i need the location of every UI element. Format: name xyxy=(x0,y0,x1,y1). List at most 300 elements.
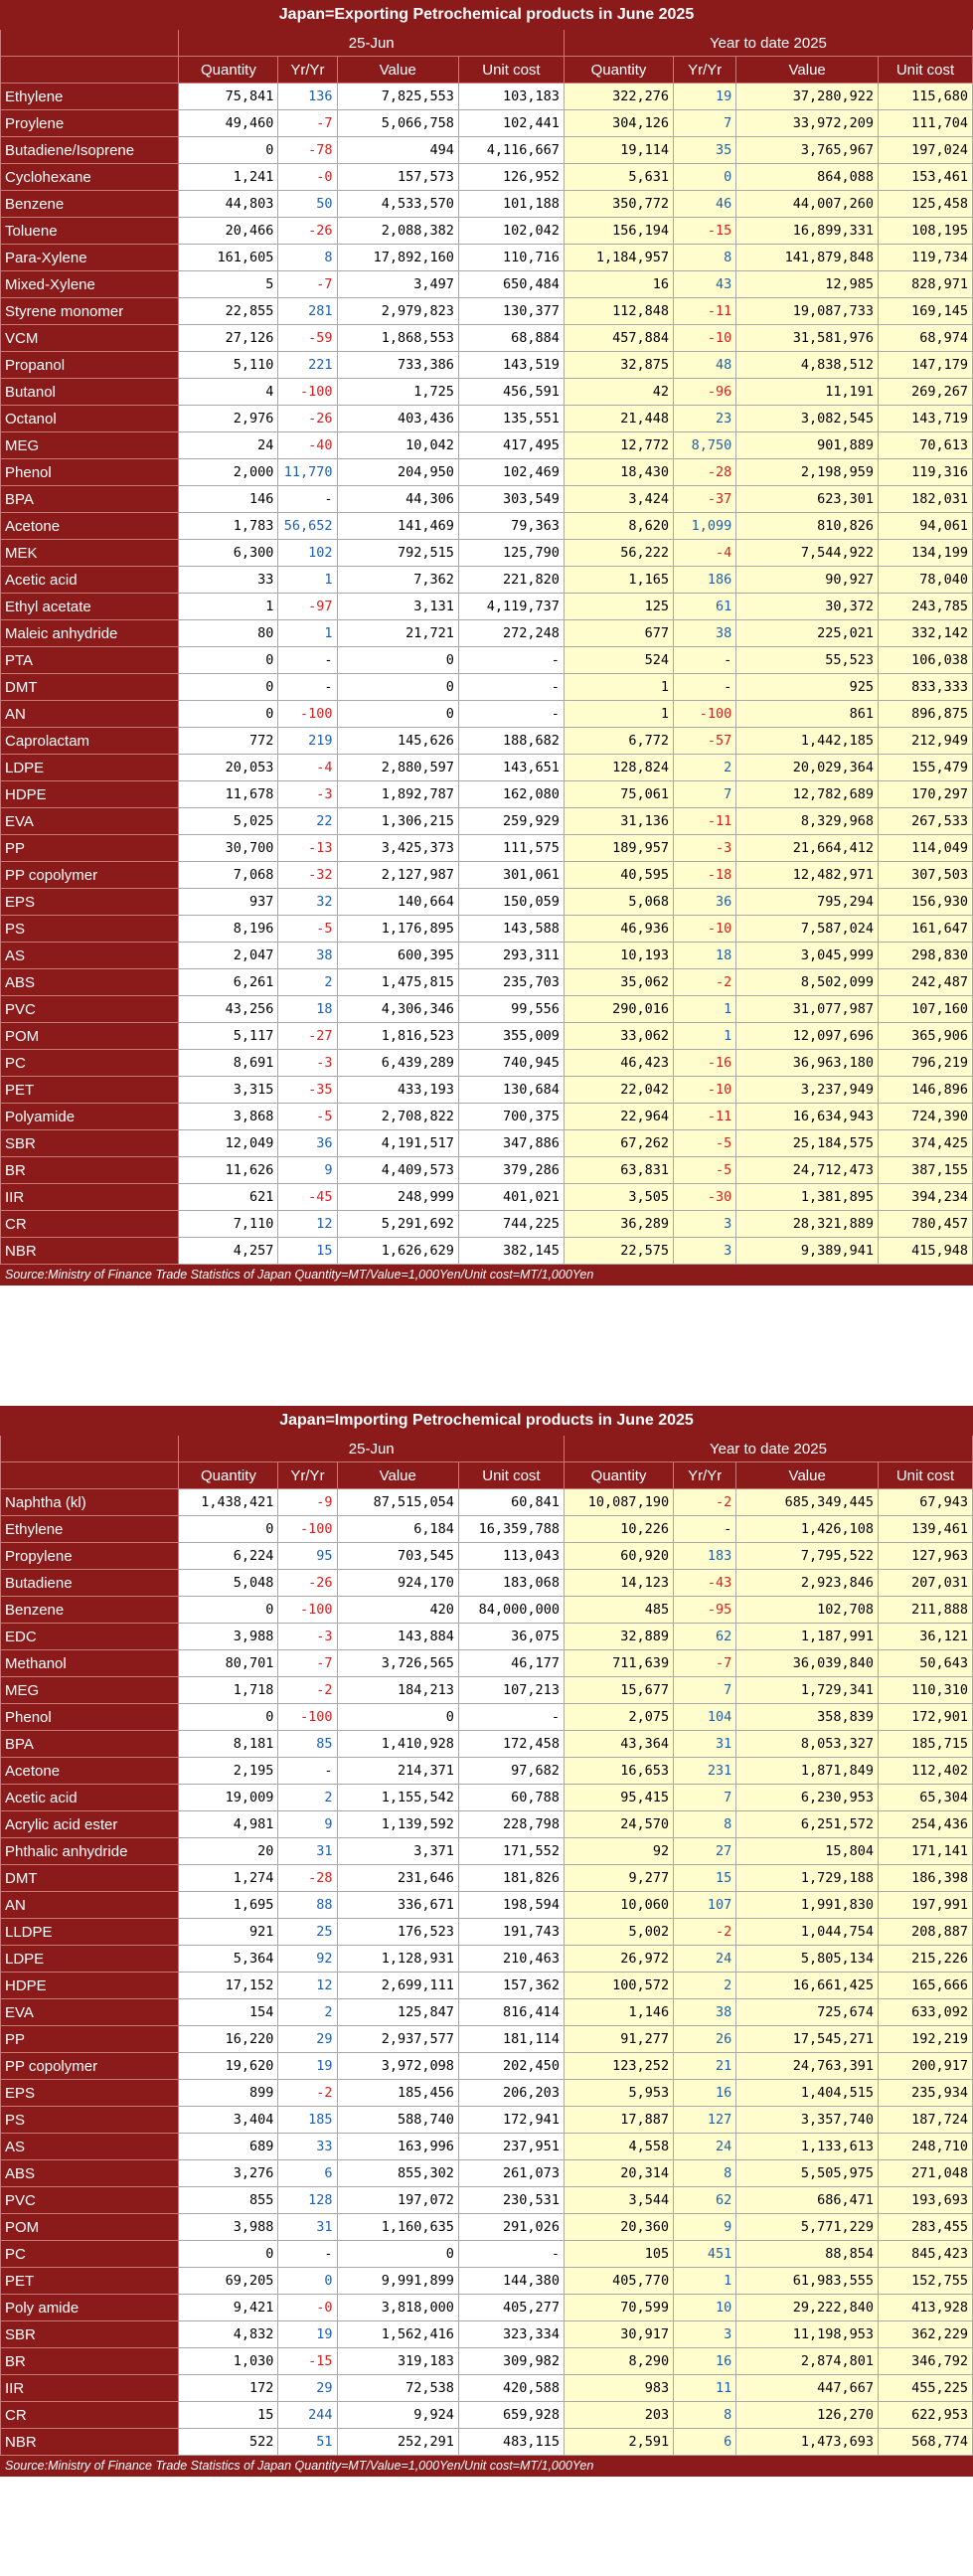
import-cell-ytd-value: 1,729,188 xyxy=(736,1865,879,1892)
import-cell-yryr: -100 xyxy=(278,1704,337,1731)
export-cell-unit-cost: 235,703 xyxy=(458,969,564,996)
import-cell-product: EPS xyxy=(1,2080,179,2107)
export-cell-unit-cost: 382,145 xyxy=(458,1238,564,1265)
import-cell-quantity: 154 xyxy=(179,1999,278,2026)
import-cell-yryr: -100 xyxy=(278,1516,337,1543)
table-row xyxy=(1,2214,973,2241)
import-cell-ytd-value: 1,404,515 xyxy=(736,2080,879,2107)
import-header-quantity: Quantity xyxy=(179,1462,278,1489)
export-cell-value: 2,127,987 xyxy=(337,862,458,889)
import-cell-ytd-value: 1,133,613 xyxy=(736,2134,879,2160)
export-cell-ytd-unit-cost: 70,613 xyxy=(879,432,973,459)
export-cell-product: CR xyxy=(1,1211,179,1238)
import-cell-unit-cost: 107,213 xyxy=(458,1677,564,1704)
export-cell-ytd-unit-cost: 115,680 xyxy=(879,84,973,110)
import-cell-quantity: 689 xyxy=(179,2134,278,2160)
export-cell-product: VCM xyxy=(1,325,179,352)
export-cell-quantity: 772 xyxy=(179,728,278,755)
export-cell-ytd-value: 16,634,943 xyxy=(736,1104,879,1130)
import-cell-yryr: - xyxy=(278,1758,337,1785)
export-cell-ytd-value: 28,321,889 xyxy=(736,1211,879,1238)
import-cell-value: 231,646 xyxy=(337,1865,458,1892)
table-row xyxy=(1,674,973,701)
import-cell-ytd-yryr: -7 xyxy=(674,1650,736,1677)
import-cell-ytd-quantity: 9,277 xyxy=(564,1865,673,1892)
export-cell-quantity: 75,841 xyxy=(179,84,278,110)
export-cell-unit-cost: 68,884 xyxy=(458,325,564,352)
export-cell-unit-cost: 456,591 xyxy=(458,379,564,406)
export-cell-ytd-quantity: 1 xyxy=(564,701,673,728)
import-cell-quantity: 921 xyxy=(179,1919,278,1946)
table-row xyxy=(1,1865,973,1892)
import-cell-product: AS xyxy=(1,2134,179,2160)
export-cell-ytd-yryr: -10 xyxy=(674,325,736,352)
section-gap xyxy=(0,1380,973,1406)
import-cell-unit-cost: - xyxy=(458,1704,564,1731)
export-cell-ytd-value: 925 xyxy=(736,674,879,701)
export-cell-ytd-yryr: -16 xyxy=(674,1050,736,1077)
import-cell-ytd-quantity: 60,920 xyxy=(564,1543,673,1570)
export-cell-product: BR xyxy=(1,1157,179,1184)
export-cell-ytd-value: 12,482,971 xyxy=(736,862,879,889)
import-cell-ytd-quantity: 20,314 xyxy=(564,2160,673,2187)
import-cell-unit-cost: 237,951 xyxy=(458,2134,564,2160)
table-row xyxy=(1,647,973,674)
export-cell-ytd-yryr: -11 xyxy=(674,1104,736,1130)
import-cell-quantity: 17,152 xyxy=(179,1973,278,1999)
export-cell-ytd-quantity: 16 xyxy=(564,271,673,298)
import-cell-ytd-unit-cost: 127,963 xyxy=(879,1543,973,1570)
export-cell-ytd-value: 7,587,024 xyxy=(736,916,879,943)
export-cell-quantity: 11,626 xyxy=(179,1157,278,1184)
import-cell-ytd-yryr: 7 xyxy=(674,1677,736,1704)
export-cell-ytd-unit-cost: 107,160 xyxy=(879,996,973,1023)
import-cell-ytd-value: 1,426,108 xyxy=(736,1516,879,1543)
import-cell-ytd-unit-cost: 187,724 xyxy=(879,2107,973,2134)
export-title: Japan=Exporting Petrochemical products in June 2025 xyxy=(1,1,973,30)
export-cell-value: 600,395 xyxy=(337,943,458,969)
import-cell-ytd-yryr: 62 xyxy=(674,2187,736,2214)
export-cell-quantity: 27,126 xyxy=(179,325,278,352)
import-cell-ytd-yryr: 8 xyxy=(674,2402,736,2429)
export-cell-yryr: 11,770 xyxy=(278,459,337,486)
export-cell-ytd-quantity: 3,505 xyxy=(564,1184,673,1211)
import-cell-yryr: -0 xyxy=(278,2295,337,2321)
import-cell-ytd-quantity: 26,972 xyxy=(564,1946,673,1973)
export-cell-yryr: -100 xyxy=(278,379,337,406)
import-cell-unit-cost: 206,203 xyxy=(458,2080,564,2107)
export-cell-unit-cost: 4,116,667 xyxy=(458,137,564,164)
import-cell-quantity: 9,421 xyxy=(179,2295,278,2321)
export-cell-ytd-unit-cost: 78,040 xyxy=(879,567,973,594)
export-cell-ytd-unit-cost: 161,647 xyxy=(879,916,973,943)
import-cell-ytd-unit-cost: 186,398 xyxy=(879,1865,973,1892)
export-cell-value: 4,306,346 xyxy=(337,996,458,1023)
import-cell-ytd-quantity: 30,917 xyxy=(564,2321,673,2348)
export-cell-ytd-quantity: 125 xyxy=(564,594,673,620)
import-cell-product: CR xyxy=(1,2402,179,2429)
import-cell-product: Benzene xyxy=(1,1597,179,1624)
import-cell-value: 163,996 xyxy=(337,2134,458,2160)
import-cell-ytd-quantity: 95,415 xyxy=(564,1785,673,1811)
import-cell-unit-cost: 46,177 xyxy=(458,1650,564,1677)
import-cell-ytd-yryr: 24 xyxy=(674,2134,736,2160)
import-cell-yryr: 244 xyxy=(278,2402,337,2429)
export-cell-quantity: 1 xyxy=(179,594,278,620)
export-cell-ytd-value: 12,097,696 xyxy=(736,1023,879,1050)
import-cell-ytd-quantity: 8,290 xyxy=(564,2348,673,2375)
export-cell-ytd-unit-cost: 243,785 xyxy=(879,594,973,620)
import-cell-ytd-quantity: 20,360 xyxy=(564,2214,673,2241)
export-cell-unit-cost: 103,183 xyxy=(458,84,564,110)
export-cell-ytd-value: 31,581,976 xyxy=(736,325,879,352)
export-cell-ytd-yryr: 23 xyxy=(674,406,736,432)
export-cell-value: 204,950 xyxy=(337,459,458,486)
import-cell-unit-cost: 210,463 xyxy=(458,1946,564,1973)
export-cell-yryr: 32 xyxy=(278,889,337,916)
export-cell-quantity: 30,700 xyxy=(179,835,278,862)
export-header-ytd-quantity: Quantity xyxy=(564,57,673,84)
table-row xyxy=(1,325,973,352)
export-cell-ytd-yryr: -3 xyxy=(674,835,736,862)
export-cell-product: POM xyxy=(1,1023,179,1050)
import-cell-value: 9,924 xyxy=(337,2402,458,2429)
table-row xyxy=(1,271,973,298)
export-cell-product: LDPE xyxy=(1,755,179,781)
export-cell-yryr: -26 xyxy=(278,406,337,432)
import-cell-quantity: 6,224 xyxy=(179,1543,278,1570)
import-cell-ytd-quantity: 5,953 xyxy=(564,2080,673,2107)
export-cell-unit-cost: 135,551 xyxy=(458,406,564,432)
import-cell-product: Butadiene xyxy=(1,1570,179,1597)
import-cell-ytd-yryr: 62 xyxy=(674,1624,736,1650)
export-cell-value: 2,979,823 xyxy=(337,298,458,325)
import-cell-ytd-value: 61,983,555 xyxy=(736,2268,879,2295)
import-cell-yryr: 19 xyxy=(278,2321,337,2348)
export-cell-ytd-value: 1,442,185 xyxy=(736,728,879,755)
export-cell-ytd-value: 12,985 xyxy=(736,271,879,298)
export-cell-ytd-yryr: 18 xyxy=(674,943,736,969)
export-cell-ytd-value: 37,280,922 xyxy=(736,84,879,110)
export-cell-yryr: 36 xyxy=(278,1130,337,1157)
export-cell-unit-cost: 99,556 xyxy=(458,996,564,1023)
import-period-blank xyxy=(1,1436,179,1462)
import-source-note: Source:Ministry of Finance Trade Statistics of Japan Quantity=MT/Value=1,000Yen/Unit cost=MT/1,000Yen xyxy=(1,2456,973,2477)
export-cell-value: 5,291,692 xyxy=(337,1211,458,1238)
export-cell-yryr: 219 xyxy=(278,728,337,755)
import-cell-product: DMT xyxy=(1,1865,179,1892)
import-cell-ytd-unit-cost: 622,953 xyxy=(879,2402,973,2429)
export-cell-ytd-unit-cost: 387,155 xyxy=(879,1157,973,1184)
export-cell-unit-cost: 272,248 xyxy=(458,620,564,647)
export-cell-yryr: -7 xyxy=(278,110,337,137)
table-row xyxy=(1,432,973,459)
export-cell-unit-cost: 293,311 xyxy=(458,943,564,969)
export-cell-product: PP copolymer xyxy=(1,862,179,889)
export-header-value: Value xyxy=(337,57,458,84)
table-row xyxy=(1,2026,973,2053)
import-cell-value: 855,302 xyxy=(337,2160,458,2187)
table-row xyxy=(1,567,973,594)
import-cell-ytd-unit-cost: 211,888 xyxy=(879,1597,973,1624)
import-cell-ytd-value: 725,674 xyxy=(736,1999,879,2026)
export-cell-yryr: 38 xyxy=(278,943,337,969)
export-header-ytd-value: Value xyxy=(736,57,879,84)
export-cell-quantity: 5,110 xyxy=(179,352,278,379)
export-cell-quantity: 5,025 xyxy=(179,808,278,835)
export-cell-product: Ethylene xyxy=(1,84,179,110)
import-cell-ytd-yryr: 24 xyxy=(674,1946,736,1973)
import-cell-product: EDC xyxy=(1,1624,179,1650)
import-cell-ytd-value: 1,991,830 xyxy=(736,1892,879,1919)
import-cell-ytd-value: 17,545,271 xyxy=(736,2026,879,2053)
export-cell-ytd-quantity: 63,831 xyxy=(564,1157,673,1184)
export-cell-ytd-yryr: 7 xyxy=(674,781,736,808)
import-cell-unit-cost: 36,075 xyxy=(458,1624,564,1650)
export-cell-unit-cost: 4,119,737 xyxy=(458,594,564,620)
import-cell-unit-cost: 816,414 xyxy=(458,1999,564,2026)
export-cell-value: 4,191,517 xyxy=(337,1130,458,1157)
export-cell-unit-cost: - xyxy=(458,674,564,701)
table-row xyxy=(1,1892,973,1919)
export-cell-quantity: 3,868 xyxy=(179,1104,278,1130)
import-cell-ytd-unit-cost: 254,436 xyxy=(879,1811,973,1838)
export-cell-product: Ethyl acetate xyxy=(1,594,179,620)
export-cell-ytd-quantity: 75,061 xyxy=(564,781,673,808)
table-row xyxy=(1,1516,973,1543)
export-cell-value: 792,515 xyxy=(337,540,458,567)
import-table-body xyxy=(1,1489,973,2456)
export-cell-ytd-yryr: -11 xyxy=(674,298,736,325)
import-cell-yryr: 29 xyxy=(278,2375,337,2402)
export-cell-yryr: -59 xyxy=(278,325,337,352)
table-row xyxy=(1,781,973,808)
import-cell-ytd-quantity: 24,570 xyxy=(564,1811,673,1838)
export-cell-product: Toluene xyxy=(1,218,179,245)
export-cell-ytd-yryr: -15 xyxy=(674,218,736,245)
export-cell-ytd-value: 31,077,987 xyxy=(736,996,879,1023)
import-cell-ytd-unit-cost: 110,310 xyxy=(879,1677,973,1704)
export-cell-ytd-yryr: 2 xyxy=(674,755,736,781)
export-cell-quantity: 7,068 xyxy=(179,862,278,889)
export-cell-value: 733,386 xyxy=(337,352,458,379)
export-cell-unit-cost: 130,377 xyxy=(458,298,564,325)
import-header-value: Value xyxy=(337,1462,458,1489)
table-row xyxy=(1,2134,973,2160)
import-cell-ytd-unit-cost: 193,693 xyxy=(879,2187,973,2214)
export-cell-yryr: -0 xyxy=(278,164,337,191)
export-cell-quantity: 2,000 xyxy=(179,459,278,486)
export-cell-product: Butadiene/Isoprene xyxy=(1,137,179,164)
import-cell-unit-cost: 113,043 xyxy=(458,1543,564,1570)
export-cell-ytd-unit-cost: 796,219 xyxy=(879,1050,973,1077)
import-cell-value: 703,545 xyxy=(337,1543,458,1570)
import-cell-quantity: 16,220 xyxy=(179,2026,278,2053)
import-cell-ytd-quantity: 5,002 xyxy=(564,1919,673,1946)
export-cell-ytd-yryr: -30 xyxy=(674,1184,736,1211)
export-cell-ytd-unit-cost: 114,049 xyxy=(879,835,973,862)
table-row xyxy=(1,298,973,325)
import-cell-unit-cost: 172,458 xyxy=(458,1731,564,1758)
export-header-blank xyxy=(1,57,179,84)
import-cell-ytd-yryr: -2 xyxy=(674,1919,736,1946)
export-cell-ytd-yryr: 61 xyxy=(674,594,736,620)
import-cell-yryr: -15 xyxy=(278,2348,337,2375)
export-cell-yryr: -13 xyxy=(278,835,337,862)
export-cell-quantity: 6,261 xyxy=(179,969,278,996)
import-cell-yryr: -2 xyxy=(278,2080,337,2107)
table-row xyxy=(1,1650,973,1677)
import-cell-quantity: 899 xyxy=(179,2080,278,2107)
table-row xyxy=(1,1211,973,1238)
import-cell-ytd-value: 126,270 xyxy=(736,2402,879,2429)
import-cell-ytd-value: 29,222,840 xyxy=(736,2295,879,2321)
table-row xyxy=(1,2429,973,2456)
import-cell-quantity: 855 xyxy=(179,2187,278,2214)
import-cell-yryr: 95 xyxy=(278,1543,337,1570)
import-cell-unit-cost: 230,531 xyxy=(458,2187,564,2214)
export-cell-value: 248,999 xyxy=(337,1184,458,1211)
export-cell-ytd-quantity: 18,430 xyxy=(564,459,673,486)
export-cell-ytd-value: 861 xyxy=(736,701,879,728)
export-cell-quantity: 33 xyxy=(179,567,278,594)
import-cell-ytd-quantity: 1,146 xyxy=(564,1999,673,2026)
table-row xyxy=(1,2348,973,2375)
export-cell-ytd-value: 623,301 xyxy=(736,486,879,513)
export-cell-ytd-yryr: -57 xyxy=(674,728,736,755)
table-row xyxy=(1,2187,973,2214)
import-cell-ytd-quantity: 105 xyxy=(564,2241,673,2268)
import-cell-product: Phthalic anhydride xyxy=(1,1838,179,1865)
export-cell-quantity: 12,049 xyxy=(179,1130,278,1157)
import-cell-ytd-quantity: 15,677 xyxy=(564,1677,673,1704)
import-cell-yryr: 85 xyxy=(278,1731,337,1758)
table-row xyxy=(1,1130,973,1157)
export-cell-unit-cost: 102,469 xyxy=(458,459,564,486)
export-cell-product: EVA xyxy=(1,808,179,835)
export-cell-quantity: 2,976 xyxy=(179,406,278,432)
export-cell-ytd-value: 55,523 xyxy=(736,647,879,674)
table-row xyxy=(1,889,973,916)
export-cell-value: 21,721 xyxy=(337,620,458,647)
import-cell-value: 2,937,577 xyxy=(337,2026,458,2053)
import-cell-value: 924,170 xyxy=(337,1570,458,1597)
import-cell-yryr: 0 xyxy=(278,2268,337,2295)
export-cell-ytd-unit-cost: 68,974 xyxy=(879,325,973,352)
export-cell-quantity: 937 xyxy=(179,889,278,916)
import-cell-quantity: 0 xyxy=(179,1704,278,1731)
import-cell-ytd-quantity: 123,252 xyxy=(564,2053,673,2080)
import-cell-product: Methanol xyxy=(1,1650,179,1677)
export-cell-yryr: -5 xyxy=(278,1104,337,1130)
export-cell-value: 5,066,758 xyxy=(337,110,458,137)
import-cell-yryr: -7 xyxy=(278,1650,337,1677)
import-cell-ytd-value: 15,804 xyxy=(736,1838,879,1865)
export-cell-value: 1,306,215 xyxy=(337,808,458,835)
import-period-ytd: Year to date 2025 xyxy=(564,1436,972,1462)
export-cell-ytd-yryr: - xyxy=(674,674,736,701)
import-cell-ytd-yryr: -2 xyxy=(674,1489,736,1516)
export-cell-yryr: -5 xyxy=(278,916,337,943)
import-cell-yryr: 25 xyxy=(278,1919,337,1946)
export-cell-ytd-unit-cost: 307,503 xyxy=(879,862,973,889)
export-cell-quantity: 24 xyxy=(179,432,278,459)
export-cell-product: Proylene xyxy=(1,110,179,137)
import-cell-product: POM xyxy=(1,2214,179,2241)
import-cell-product: LLDPE xyxy=(1,1919,179,1946)
export-cell-ytd-value: 24,712,473 xyxy=(736,1157,879,1184)
export-cell-product: Cyclohexane xyxy=(1,164,179,191)
export-table-body xyxy=(1,84,973,1265)
export-cell-quantity: 8,691 xyxy=(179,1050,278,1077)
import-cell-unit-cost: 60,788 xyxy=(458,1785,564,1811)
export-cell-value: 140,664 xyxy=(337,889,458,916)
export-cell-unit-cost: 143,588 xyxy=(458,916,564,943)
table-row xyxy=(1,540,973,567)
export-cell-yryr: 56,652 xyxy=(278,513,337,540)
table-row xyxy=(1,1104,973,1130)
import-cell-ytd-unit-cost: 413,928 xyxy=(879,2295,973,2321)
export-cell-ytd-quantity: 46,423 xyxy=(564,1050,673,1077)
import-cell-yryr: 185 xyxy=(278,2107,337,2134)
export-header-ytd-yryr: Yr/Yr xyxy=(674,57,736,84)
import-cell-ytd-unit-cost: 362,229 xyxy=(879,2321,973,2348)
export-cell-value: 3,131 xyxy=(337,594,458,620)
import-cell-ytd-unit-cost: 185,715 xyxy=(879,1731,973,1758)
import-cell-ytd-yryr: 104 xyxy=(674,1704,736,1731)
export-cell-unit-cost: 744,225 xyxy=(458,1211,564,1238)
import-cell-ytd-yryr: 11 xyxy=(674,2375,736,2402)
import-cell-product: Phenol xyxy=(1,1704,179,1731)
export-cell-ytd-yryr: 8,750 xyxy=(674,432,736,459)
import-cell-quantity: 80,701 xyxy=(179,1650,278,1677)
export-cell-value: 4,533,570 xyxy=(337,191,458,218)
export-cell-product: ABS xyxy=(1,969,179,996)
import-cell-product: Ethylene xyxy=(1,1516,179,1543)
export-cell-ytd-unit-cost: 365,906 xyxy=(879,1023,973,1050)
export-cell-quantity: 0 xyxy=(179,137,278,164)
export-cell-ytd-yryr: 186 xyxy=(674,567,736,594)
import-cell-ytd-unit-cost: 171,141 xyxy=(879,1838,973,1865)
export-cell-value: 2,880,597 xyxy=(337,755,458,781)
export-cell-value: 141,469 xyxy=(337,513,458,540)
export-cell-quantity: 8,196 xyxy=(179,916,278,943)
table-row xyxy=(1,620,973,647)
export-cell-ytd-value: 7,544,922 xyxy=(736,540,879,567)
export-cell-ytd-value: 810,826 xyxy=(736,513,879,540)
export-cell-ytd-yryr: -28 xyxy=(674,459,736,486)
import-cell-ytd-unit-cost: 568,774 xyxy=(879,2429,973,2456)
table-row xyxy=(1,1973,973,1999)
import-cell-yryr: -9 xyxy=(278,1489,337,1516)
export-cell-ytd-value: 21,664,412 xyxy=(736,835,879,862)
export-cell-ytd-yryr: 1 xyxy=(674,1023,736,1050)
import-cell-unit-cost: 172,941 xyxy=(458,2107,564,2134)
import-cell-ytd-quantity: 70,599 xyxy=(564,2295,673,2321)
import-cell-unit-cost: 60,841 xyxy=(458,1489,564,1516)
table-row xyxy=(1,1946,973,1973)
import-cell-unit-cost: 309,982 xyxy=(458,2348,564,2375)
export-cell-ytd-yryr: -11 xyxy=(674,808,736,835)
export-cell-quantity: 5 xyxy=(179,271,278,298)
table-row xyxy=(1,1597,973,1624)
export-cell-product: Para-Xylene xyxy=(1,245,179,271)
export-cell-value: 6,439,289 xyxy=(337,1050,458,1077)
table-row xyxy=(1,1184,973,1211)
import-cell-value: 1,410,928 xyxy=(337,1731,458,1758)
export-cell-yryr: -45 xyxy=(278,1184,337,1211)
import-cell-value: 3,818,000 xyxy=(337,2295,458,2321)
